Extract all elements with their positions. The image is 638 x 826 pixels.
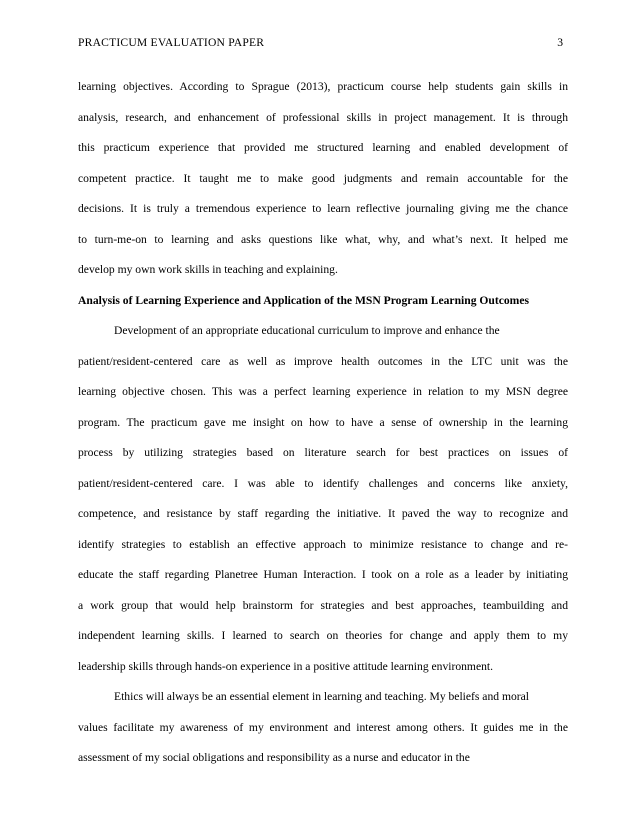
- paragraph-line: assessment of my social obligations and responsibility as a nurse and educator in the: [78, 751, 470, 764]
- paragraph-line: learning objective chosen. This was a perfect learning experience in relation to my MSN degree: [78, 385, 568, 398]
- paragraph-line: to turn-me-on to learning and asks questions like what, why, and what’s next. It helped me: [78, 232, 568, 246]
- paragraph-line: patient/resident-centered care. I was able to identify challenges and concerns like anxiety,: [78, 476, 568, 490]
- paragraph-line: identify strategies to establish an effective approach to minimize resistance to change and re-: [78, 537, 568, 551]
- running-head: PRACTICUM EVALUATION PAPER: [78, 36, 265, 49]
- paragraph-line: educate the staff regarding Planetree Human Interaction. I took on a role as a leader by initiating: [78, 568, 568, 581]
- paragraph-line: this practicum experience that provided me structured learning and enabled development of: [78, 141, 568, 154]
- section-heading: Analysis of Learning Experience and Application of the MSN Program Learning Outcomes: [78, 293, 529, 307]
- body-text: [78, 80, 568, 782]
- paragraph-line: learning objectives. According to Sprague (2013), practicum course help students gain skills in: [78, 80, 568, 93]
- paragraph-line: program. The practicum gave me insight on how to have a sense of ownership in the learning: [78, 415, 568, 429]
- paragraph-line: leadership skills through hands-on experience in a positive attitude learning environment.: [78, 659, 494, 673]
- paragraph-line: analysis, research, and enhancement of professional skills in project management. It is through: [78, 110, 568, 124]
- paragraph-line: values facilitate my awareness of my environment and interest among others. It guides me in the: [78, 720, 568, 734]
- paragraph-line: patient/resident-centered care as well as improve health outcomes in the LTC unit was the: [78, 354, 568, 368]
- page-number: 3: [557, 36, 563, 49]
- paragraph-line: develop my own work skills in teaching and explaining.: [78, 263, 338, 276]
- paragraph-line: a work group that would help brainstorm for strategies and best approaches, teambuilding and: [78, 598, 568, 612]
- paragraph-line: decisions. It is truly a tremendous experience to learn reflective journaling giving me the chance: [78, 202, 568, 215]
- paragraph-line: process by utilizing strategies based on literature search for best practices on issues of: [78, 446, 568, 459]
- paragraph-line: competent practice. It taught me to make good judgments and remain accountable for the: [78, 171, 568, 185]
- paragraph-line: Development of an appropriate educational curriculum to improve and enhance the: [114, 324, 500, 337]
- paragraph-line: Ethics will always be an essential element in learning and teaching. My beliefs and moral: [114, 690, 529, 703]
- paragraph-line: competence, and resistance by staff regarding the initiative. It paved the way to recognize and: [78, 507, 568, 520]
- paragraph-line: independent learning skills. I learned to search on theories for change and apply them to my: [78, 629, 568, 642]
